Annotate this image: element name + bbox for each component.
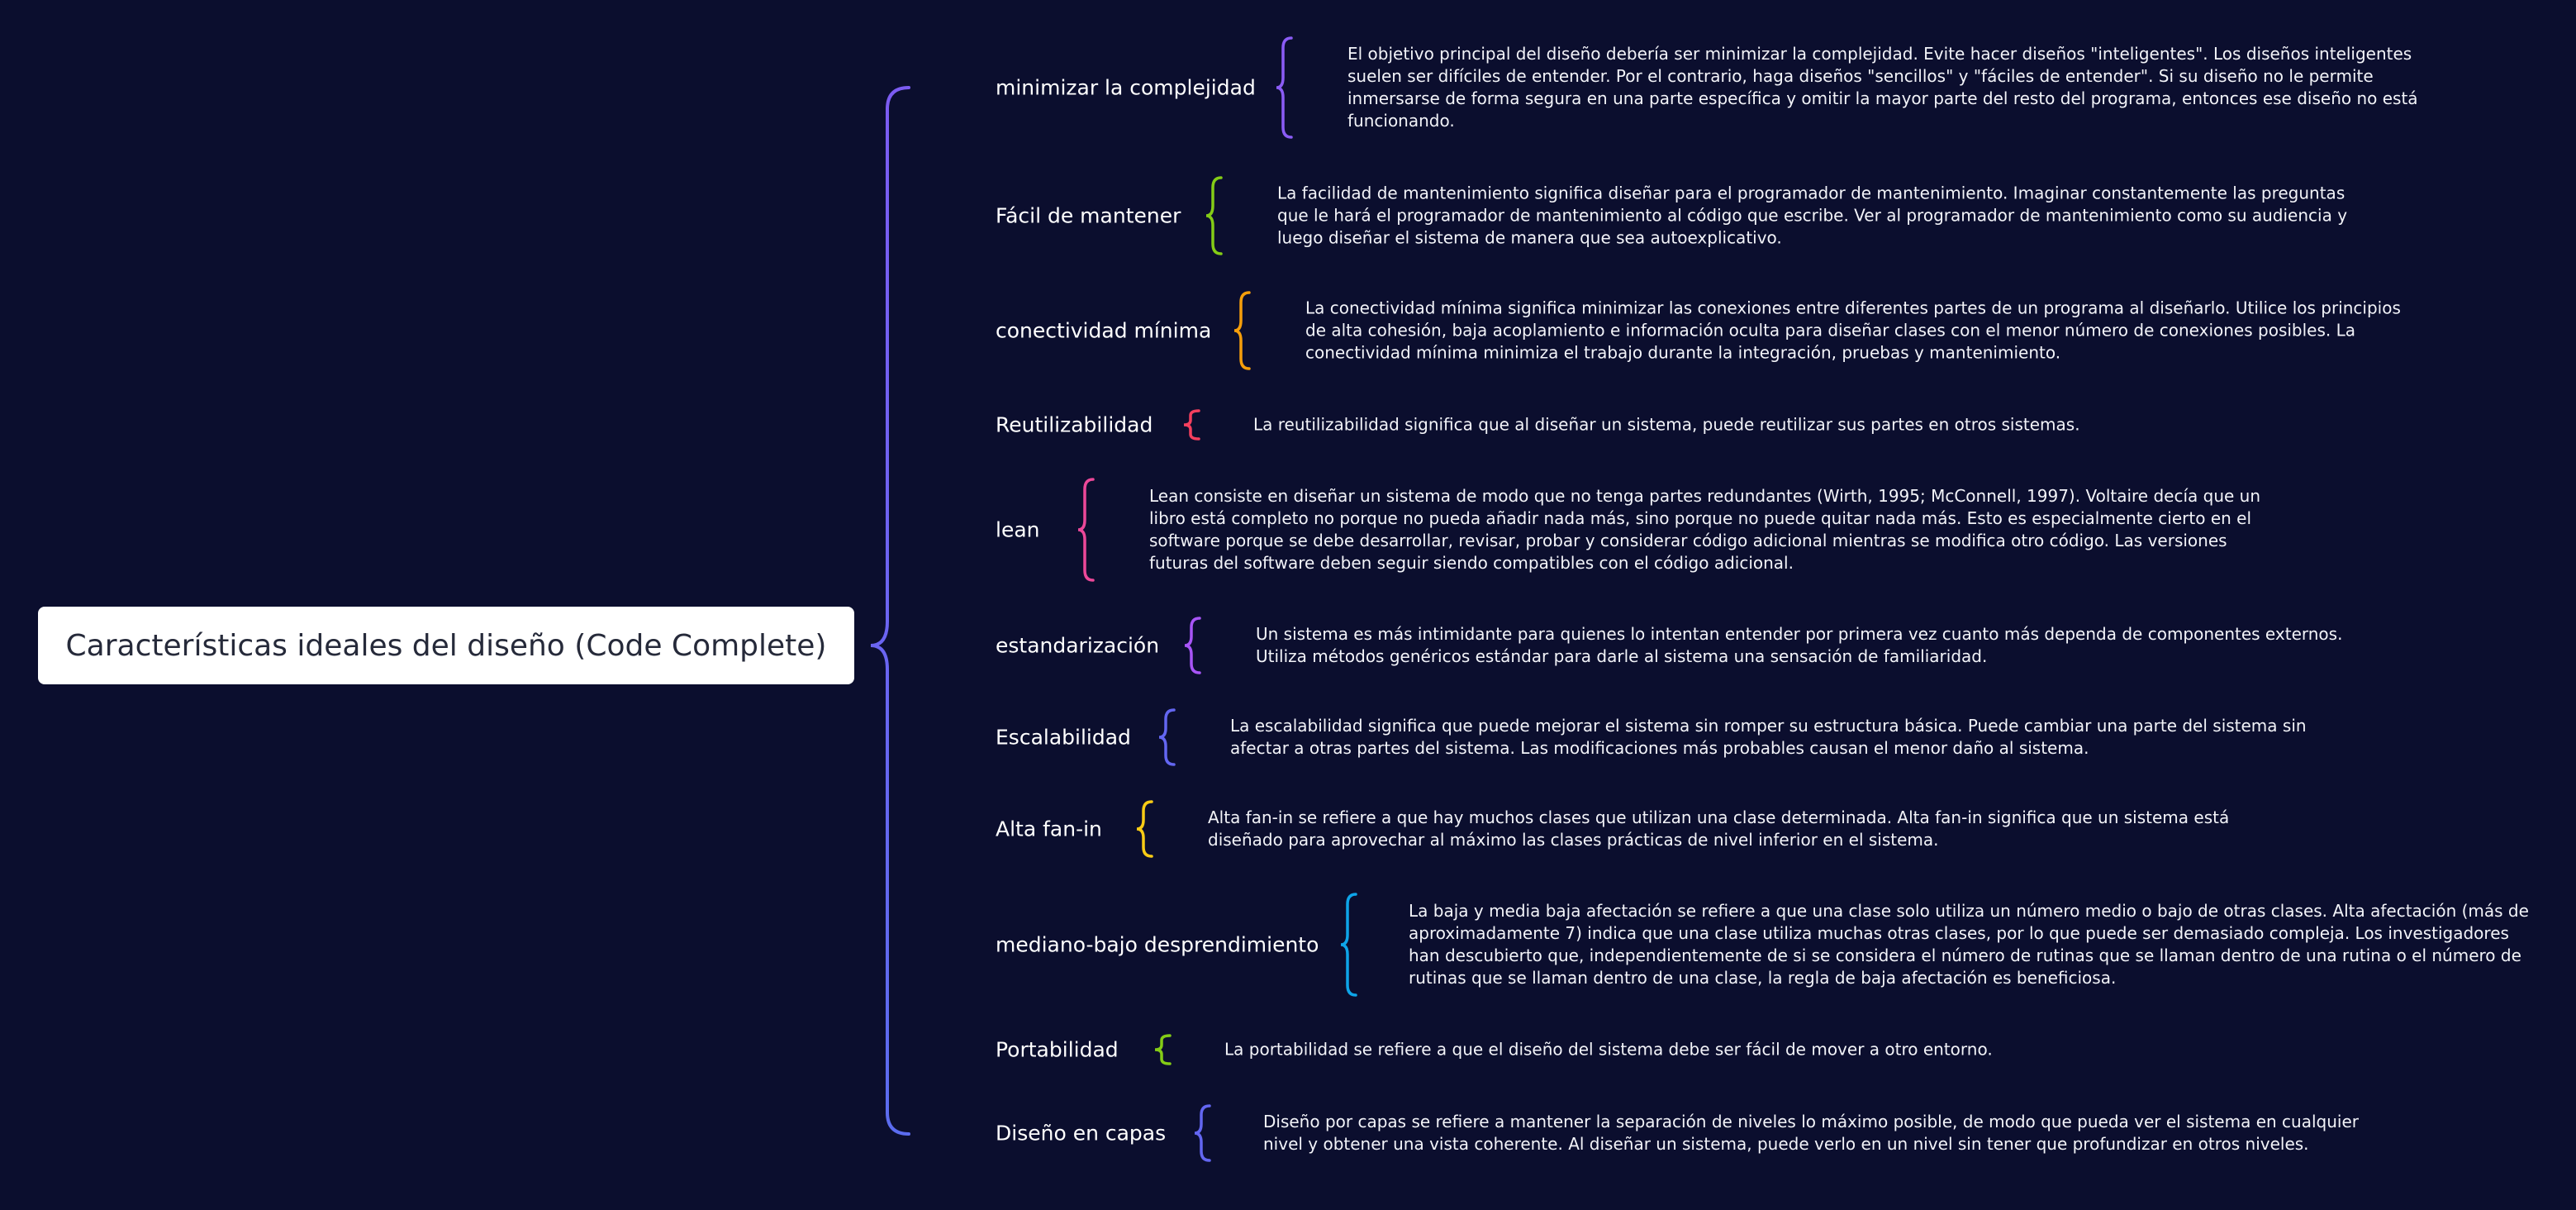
- root-node[interactable]: [38, 607, 854, 684]
- topic-node[interactable]: Fácil de mantener: [996, 203, 1181, 228]
- sub-brace: [1276, 38, 1291, 137]
- topic-node[interactable]: Reutilizabilidad: [996, 412, 1153, 437]
- sub-brace: [1159, 710, 1174, 765]
- topic-node[interactable]: estandarización: [996, 633, 1160, 658]
- sub-brace: [1184, 411, 1199, 439]
- sub-brace: [1234, 293, 1249, 369]
- topic-node[interactable]: Portabilidad: [996, 1037, 1119, 1062]
- sub-brace: [1195, 1106, 1210, 1160]
- topic-node[interactable]: conectividad mínima: [996, 318, 1212, 343]
- topic-description: El objetivo principal del diseño debería ser minimizar la complejidad. Evite hacer diseños "inteligentes". Los diseños inteligentes suelen ser difíciles de entender. Por el contrario, haga diseños "sencillos" y "fáciles de entender". Si su diseño no le permite inmersarse de forma segura en una parte específica y omitir la mayor parte del resto del programa, entonces ese diseño no está funcionando.: [1347, 44, 2418, 131]
- main-brace: [871, 88, 909, 1134]
- sub-brace: [1206, 178, 1221, 254]
- topic-description: La escalabilidad significa que puede mejorar el sistema sin romper su estructura básica. Puede cambiar una parte del sistema sin afectar a otras partes del sistema. Las modificaciones más probables causan el menor daño al sistema.: [1230, 716, 2307, 758]
- sub-brace: [1078, 479, 1093, 580]
- topic-node[interactable]: Diseño en capas: [996, 1121, 1167, 1146]
- sub-brace: [1155, 1036, 1170, 1064]
- topic-description: La baja y media baja afectación se refiere a que una clase solo utiliza un número medio o bajo de otras clases. Alta afectación (más de aproximadamente 7) indica que una clase utiliza muchas otras clases, por lo que puede ser demasiado compleja. Los investigadores han descubierto que, independientemente de si se considera el número de rutinas que se llaman dentro de una rutina o el número de rutinas que se llaman dentro de una clase, la regla de baja afectación es beneficiosa.: [1409, 901, 2529, 988]
- sub-brace: [1185, 618, 1200, 673]
- topic-description: Diseño por capas se refiere a mantener la separación de niveles lo máximo posible, de modo que pueda ver el sistema en cualquier nivel y obtener una vista coherente. Al diseñar un sistema, puede verlo en un nivel sin tener que profundizar en otros niveles.: [1263, 1112, 2359, 1154]
- topic-description: La facilidad de mantenimiento significa diseñar para el programador de mantenimiento. Imaginar constantemente las preguntas que le hará el programador de mantenimiento al código que escribe. Ver al programador de mantenimiento como su audiencia y luego diseñar el sistema de manera que sea autoexplicativo.: [1277, 183, 2348, 248]
- sub-brace: [1341, 894, 1356, 995]
- topic-node[interactable]: Alta fan-in: [996, 817, 1102, 841]
- topic-description: Un sistema es más intimidante para quienes lo intentan entender por primera vez cuanto más dependa de componentes externos. Utiliza métodos genéricos estándar para darle al sistema una sensación de familiaridad.: [1256, 624, 2343, 666]
- topic-node[interactable]: Escalabilidad: [996, 725, 1131, 750]
- topic-description: Lean consiste en diseñar un sistema de modo que no tenga partes redundantes (Wirth, 1995; McConnell, 1997). Voltaire decía que un libro está completo no porque no pueda añadir nada más, sino porque no puede quitar nada más. Esto es especialmente cierto en el software porque se debe desarrollar, revisar, probar y considerar código adicional mientras se modifica otro código. Las versiones futuras del software deben seguir siendo compatibles con el código adicional.: [1149, 486, 2261, 573]
- sub-brace: [1137, 802, 1152, 856]
- topic-description: La reutilizabilidad significa que al diseñar un sistema, puede reutilizar sus partes en otros sistemas.: [1253, 414, 2080, 435]
- topic-node[interactable]: lean: [996, 517, 1040, 542]
- topic-description: Alta fan-in se refiere a que hay muchos clases que utilizan una clase determinada. Alta fan-in significa que un sistema está diseñado para aprovechar al máximo las clases prácticas de nivel inferior en el sistema.: [1208, 807, 2230, 850]
- topic-node[interactable]: minimizar la complejidad: [996, 75, 1256, 100]
- topic-description: La conectividad mínima significa minimizar las conexiones entre diferentes partes de un programa al diseñarlo. Utilice los principios de alta cohesión, baja acoplamiento e información oculta para diseñar clases con el menor número de conexiones posibles. La conectividad mínima minimiza el trabajo durante la integración, pruebas y mantenimiento.: [1305, 298, 2401, 363]
- root-title: Características ideales del diseño (Code Complete): [65, 628, 827, 663]
- topic-node[interactable]: mediano-bajo desprendimiento: [996, 932, 1319, 957]
- topic-description: La portabilidad se refiere a que el diseño del sistema debe ser fácil de mover a otro entorno.: [1224, 1039, 1993, 1060]
